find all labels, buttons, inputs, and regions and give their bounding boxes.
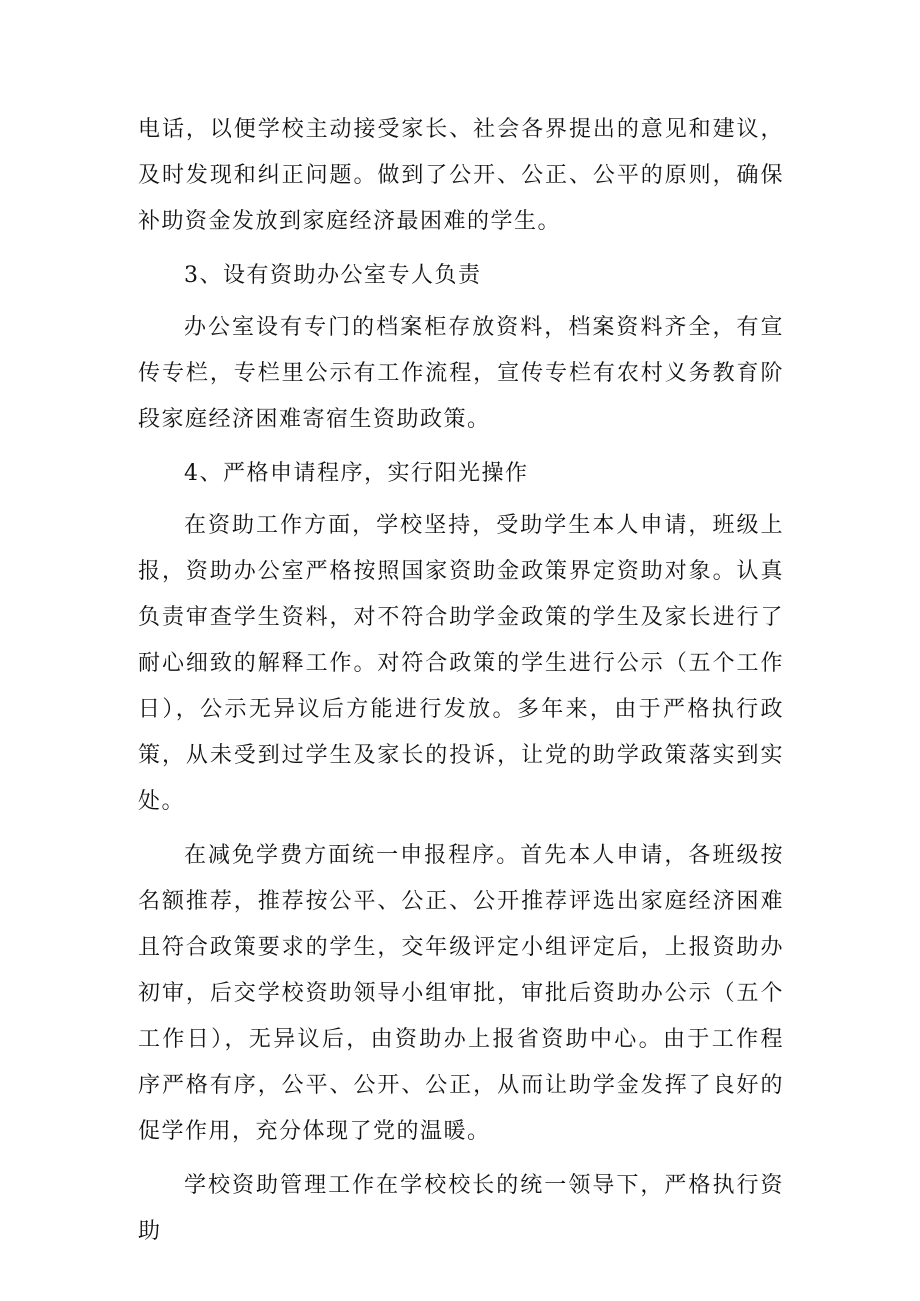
section-heading-3: 3、设有资助办公室专人负责 [184,263,482,288]
paragraph-tuition-reduction: 在减免学费方面统一申报程序。首先本人申请，各班级按名额推荐，推荐按公平、公正、公开推荐评选出家庭经济困难且符合政策要求的学生，交年级评定小组评定后，上报资助办初审，后交学校资助领导小组审批，审批后资助办公示（五个工作日），无异议后，由资助办上报省资助中心。由于工作程序严格有序，公平、公开、公正，从而让助学金发挥了良好的促学作用，充分体现了党的温暖。 [138,843,784,1144]
paragraph-funding-work: 在资助工作方面，学校坚持，受助学生本人申请，班级上报，资助办公室严格按照国家资助金政策界定资助对象。认真负责审查学生资料，对不符合助学金政策的学生及家长进行了耐心细致的解释工作。对符合政策的学生进行公示（五个工作日），公示无异议后方能进行发放。多年来，由于严格执行政策，从未受到过学生及家长的投诉，让党的助学政策落实到实处。 [138,513,784,814]
paragraph-management: 学校资助管理工作在学校校长的统一领导下，严格执行资助 [138,1173,784,1244]
document-body [138,107,784,1255]
paragraph-continued: 电话，以便学校主动接受家长、社会各界提出的意见和建议，及时发现和纠正问题。做到了公开、公正、公平的原则，确保补助资金发放到家庭经济最困难的学生。 [138,117,784,234]
section-heading-4: 4、严格申请程序，实行阳光操作 [184,461,529,486]
paragraph-office: 办公室设有专门的档案柜存放资料，档案资料齐全，有宣传专栏，专栏里公示有工作流程，宣传专栏有农村义务教育阶段家庭经济困难寄宿生资助政策。 [138,315,784,432]
